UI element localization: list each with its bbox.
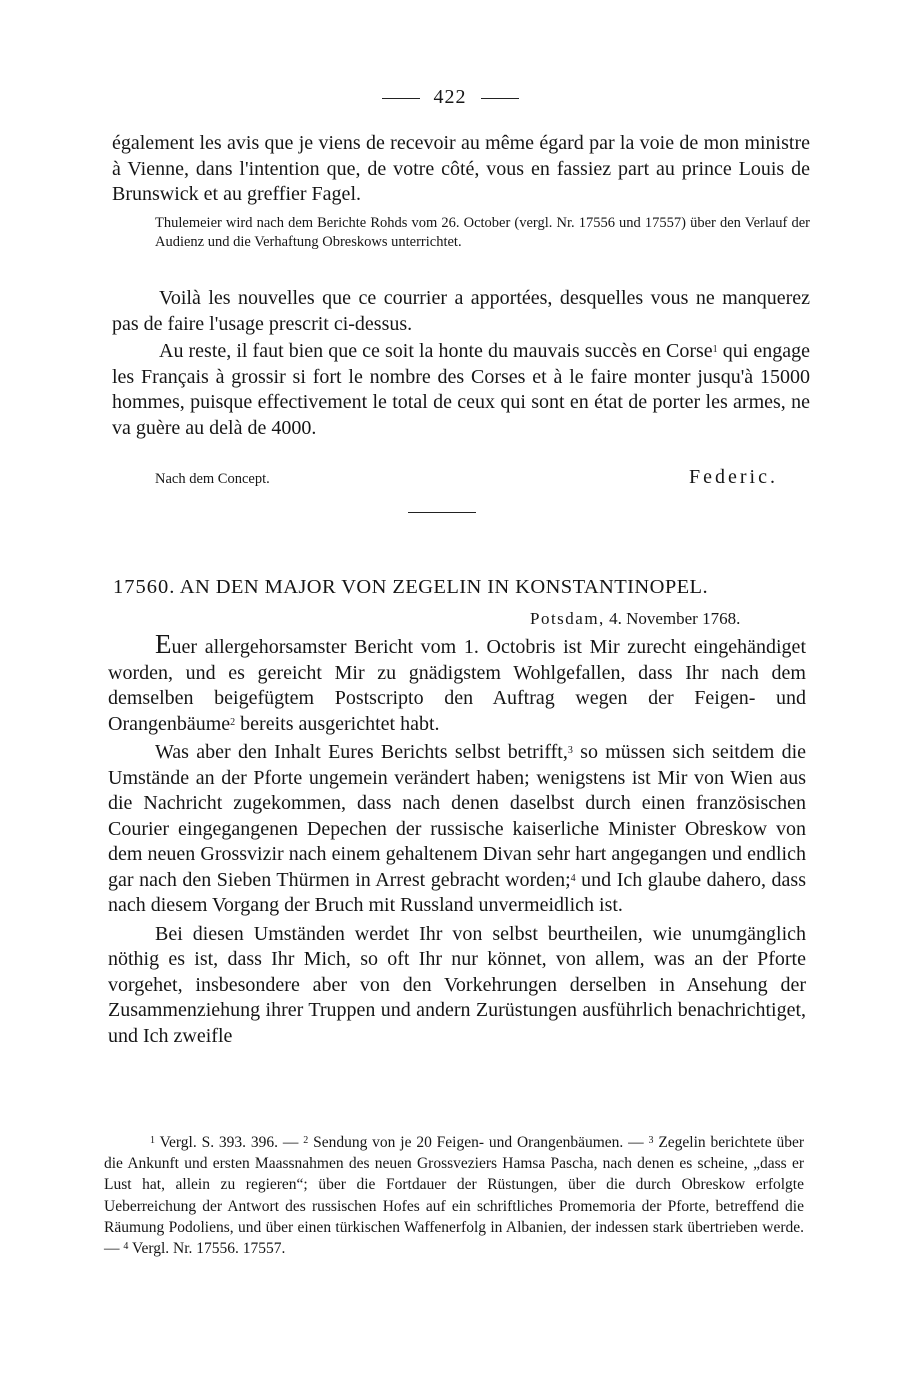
footnote-marker: 4: [123, 1241, 129, 1253]
paragraph-text: qui engage les Français à grossir si fort le nombre des Corses et à le faire monter jusqu'à 15000 hommes, puisque effectivement le total de ceux qui sont en état de porter les armes, ne va guère au delà de 4000.: [112, 340, 810, 439]
dateline-date: 4. November 1768.: [609, 609, 741, 628]
source-note: Nach dem Concept.: [155, 471, 270, 487]
footnotes: [104, 1132, 804, 1259]
paragraph: également les avis que je viens de recevoir au même égard par la voie de mon ministre à Vienne, dans l'intention que, de votre côté, vous en fassiez part au prince Louis de Brunswick et au greffier Fagel.: [112, 132, 810, 205]
paragraph-text: so müssen sich seitdem die Umstände an der Pforte ungemein verändert haben; wenigstens ist Mir von Wien aus die Nachricht zugekommen, dass nach denen daselbst durch einen französischen Courier eingegangenen Depechen der russische kaiserliche Minister Obreskow von dem neuen Grossvizir nach einem gehaltenem Divan sehr hart angegangen und endlich gar nach den Sieben Thürmen in Arrest gebracht worden;: [108, 741, 806, 891]
editorial-note: [155, 214, 810, 252]
document-title: AN DEN MAJOR VON ZEGELIN IN KONSTANTINOPEL.: [179, 576, 708, 598]
footnote-ref: 1: [712, 344, 718, 355]
document-heading: [113, 576, 813, 599]
letter-body-end: [112, 286, 810, 441]
header-dash-right: [481, 98, 519, 99]
continuation-paragraph-block: [112, 131, 810, 208]
footnote-marker: 1: [150, 1135, 155, 1146]
paragraph: Voilà les nouvelles que ce courrier a apportées, desquelles vous ne manquerez pas de faire l'usage prescrit ci-dessus.: [112, 287, 810, 335]
footnote-ref: 3: [567, 745, 573, 756]
paragraph-text: uer allergehorsamster Bericht vom 1. Octobris ist Mir zurecht eingehändiget worden, und es gereicht Mir zu gnädigstem Wohlgefallen, dass Ihr nach dem demselben beigefügtem Postscripto den Auftrag wegen der Feigen- und Orangenbäume: [108, 636, 806, 735]
paragraph-text: Au reste, il faut bien que ce soit la honte du mauvais succès en Corse: [159, 340, 713, 362]
footnote-text: Vergl. S. 393. 396. —: [155, 1134, 304, 1151]
paragraph: [108, 740, 806, 919]
page-header: [0, 86, 900, 109]
dateline: [530, 609, 740, 629]
section-divider: [408, 512, 476, 513]
paragraph: [112, 339, 810, 441]
initial-letter: E: [155, 629, 172, 659]
page-number: 422: [433, 86, 467, 108]
signature: Federic.: [689, 466, 778, 488]
dateline-place: Potsdam,: [530, 609, 605, 628]
footnote-text: Sendung von je 20 Feigen- und Orangenbäumen. —: [308, 1134, 649, 1151]
document-number: 17560.: [113, 576, 176, 598]
document-body: [108, 629, 806, 1049]
paragraph: [108, 629, 806, 737]
header-dash-left: [382, 98, 420, 99]
footnote-ref: 2: [230, 716, 236, 728]
footnote-ref: 4: [570, 872, 576, 884]
editorial-note-text: Thulemeier wird nach dem Berichte Rohds vom 26. October (vergl. Nr. 17556 und 17557) über den Verlauf der Audienz und die Verhaftung Obreskows unterrichtet.: [155, 215, 810, 250]
paragraph-text: und Ich glaube dahero, dass nach diesem Vorgang der Bruch mit Russland unvermeidlich ist.: [108, 868, 806, 916]
footnote-text: Vergl. Nr. 17556. 17557.: [128, 1240, 286, 1258]
paragraph: Bei diesen Umständen werdet Ihr von selbst beurtheilen, wie unumgänglich nöthig es ist, dass Ihr Mich, so oft Ihr nur könnet, von allem, was an der Pforte vorgehet, insbesondere aber von den Vorkehrungen derselben in Ansehung der Zusammenziehung ihrer Truppen und andern Zurüstungen ausführlich benachrichtiget, und Ich zweifle: [108, 922, 806, 1047]
footnote-text: Zegelin berichtete über die Ankunft und ersten Maassnahmen des neuen Grossveziers Hamsa Pascha, nach denen es scheine, „dass er Lust hat, allein zu regieren“; über die Fortdauer der Rüstungen, über die durch Obreskow erfolgte Ueberreichung der Antwort des russischen Hofes auf ein schriftliches Promemoria der Pforte, betreffend die Räumung Podoliens, und über einen türkischen Waffenerfolg in Albanien, der indessen stark übertrieben werde. —: [104, 1134, 804, 1258]
footnote-gap: [104, 1134, 150, 1151]
paragraph-text: Was aber den Inhalt Eures Berichts selbst betrifft,: [155, 741, 568, 763]
paragraph-text: bereits ausgerichtet habt.: [235, 712, 440, 735]
footnote-marker: 3: [648, 1135, 654, 1146]
footnote-marker: 2: [303, 1135, 309, 1146]
